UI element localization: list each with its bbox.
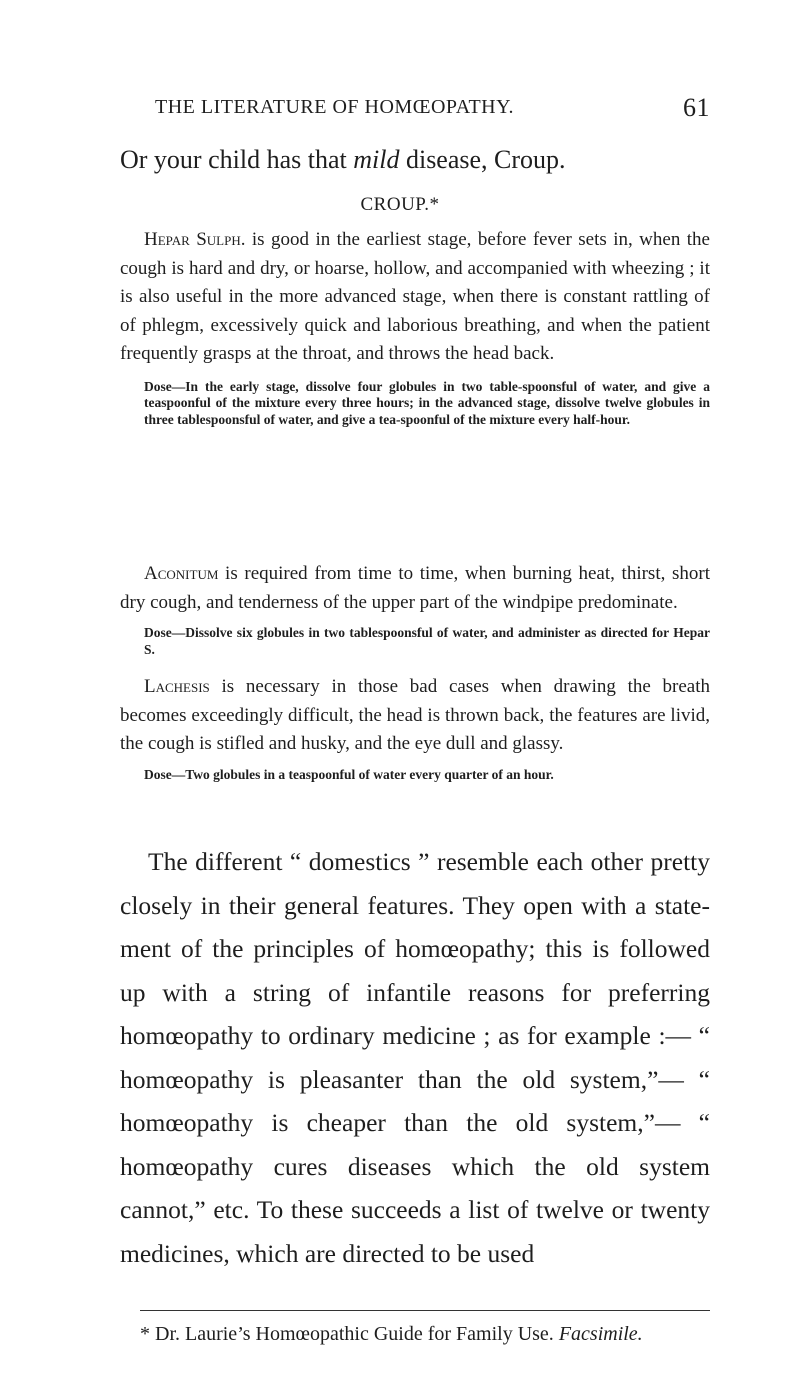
footnote-divider xyxy=(140,1310,710,1311)
remedy-paragraph xyxy=(120,673,710,759)
dose-note: Dose—In the early stage, dissolve four globules in two table-spoonsful of water, and give a teaspoonful of the mixture every three hours; in the advanced stage, dissolve twelve globules in three tablespoonsful of water, and give a tea-spoonful of the mixture every half-hour. xyxy=(144,378,710,427)
remedy-text: is necessary in those bad cases when drawing the breath becomes exceedingly difficult, the head is thrown back, the features are livid, the cough is stifled and husky, and the eye dull and glassy. xyxy=(120,676,710,755)
intro-line xyxy=(120,143,720,177)
dose-note: Dose—Two globules in a teaspoonful of water every quarter of an hour. xyxy=(144,766,554,782)
remedy-name: Aconitum xyxy=(144,563,219,584)
footnote-emphasis: Facsimile. xyxy=(558,1323,643,1345)
remedy-entry-lachesis xyxy=(120,673,710,783)
remedy-text: is good in the earliest stage, before fever sets in, when the cough is hard and dry, or hoarse, hollow, and accompanied with wheezing ; it is also useful in the more advanced stage, when there is constant rattling of of phlegm, excessively quick and laborious breathing, and when the patient frequently grasps at the throat, and throws the head back. xyxy=(120,229,710,365)
remedy-entry-aconitum xyxy=(120,560,710,658)
footnote-text: * Dr. Laurie’s Homœopathic Guide for Family Use. xyxy=(140,1323,559,1345)
running-title: THE LITERATURE OF HOMŒOPATHY. xyxy=(155,96,514,118)
intro-after: disease, Croup. xyxy=(399,145,566,174)
footnote xyxy=(140,1320,730,1348)
remedy-name: Lachesis xyxy=(144,676,210,697)
intro-emphasis: mild xyxy=(353,145,400,174)
dose-note: Dose—Dissolve six globules in two tablespoonsful of water, and administer as directed for Hepar S. xyxy=(144,625,710,657)
body-paragraph: The different “ domestics ” resemble each other pretty closely in their general features. They open with a state-ment of the principles of homœopathy; this is followed up with a string of infantile reasons for preferring homœopathy to ordinary medicine ; as for example :— “ homœopathy is pleasanter than the old system,”— “ homœopathy is cheaper than the old system,”— “ homœopathy cures diseases which the old system cannot,” etc. To these succeeds a list of twelve or twenty medicines, which are directed to be used xyxy=(120,847,710,1268)
remedy-text: is required from time to time, when burning heat, thirst, short dry cough, and tenderness of the upper part of the windpipe predominate. xyxy=(120,563,710,613)
intro-before: Or your child has that xyxy=(120,145,354,174)
remedy-paragraph xyxy=(120,560,710,617)
remedy-entry-hepar xyxy=(120,226,710,428)
page-number: 61 xyxy=(683,93,710,122)
remedy-name: Hepar Sulph. xyxy=(144,229,246,250)
remedy-paragraph xyxy=(120,226,710,369)
main-paragraph xyxy=(120,840,710,1275)
section-title: CROUP.* xyxy=(360,194,440,215)
